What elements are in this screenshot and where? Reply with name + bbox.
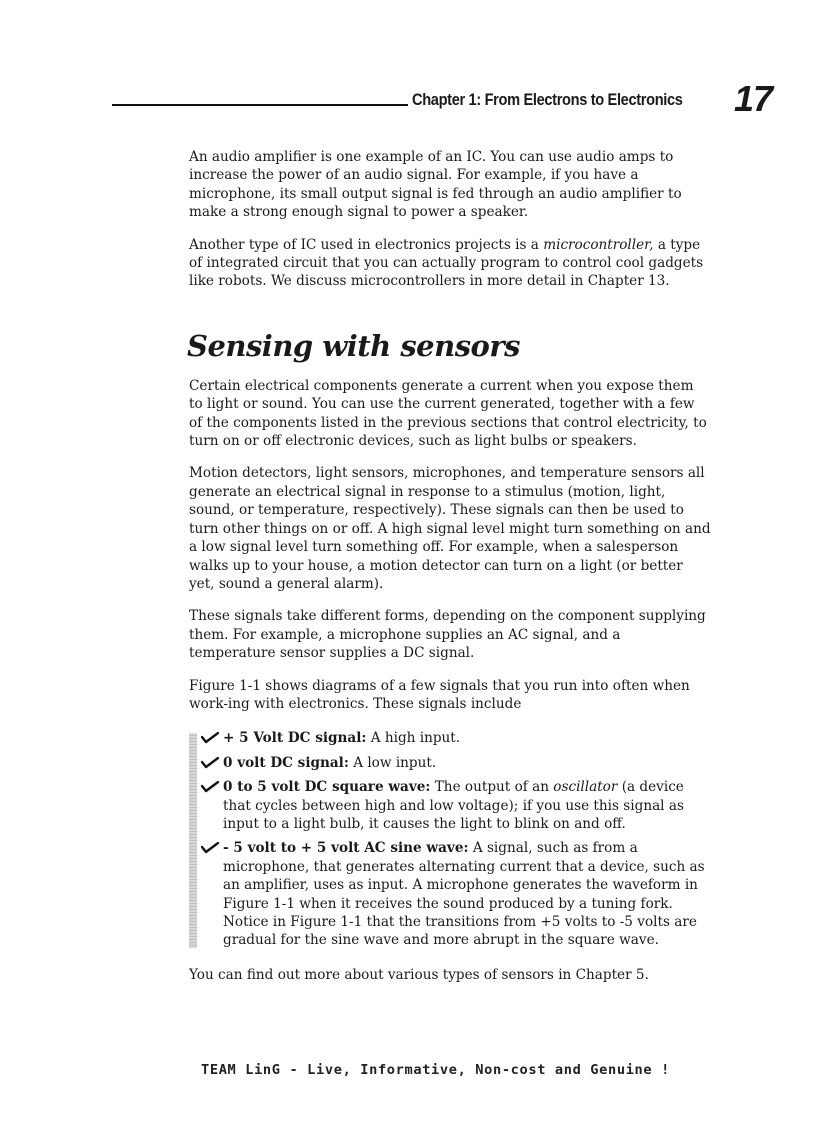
footer-watermark: TEAM LinG - Live, Informative, Non-cost and Genuine ! bbox=[201, 1063, 670, 1078]
body-text bbox=[189, 148, 711, 998]
bullet-text: A high input. bbox=[366, 730, 461, 747]
list-item bbox=[201, 839, 711, 949]
bullet-text: A low input. bbox=[348, 754, 437, 771]
bullet-term: - 5 volt to + 5 volt AC sine wave: bbox=[223, 840, 469, 857]
section-heading: Sensing with sensors bbox=[187, 328, 520, 363]
bullet-text: The output of an bbox=[430, 779, 554, 796]
checkmark-icon bbox=[201, 757, 219, 769]
list-item bbox=[201, 754, 711, 772]
bullet-term: 0 to 5 volt DC square wave: bbox=[223, 779, 431, 796]
emphasis-term: oscillator bbox=[553, 779, 618, 796]
paragraph: Motion detectors, light sensors, microphones, and temperature sensors all generate an electrical signal in response to a stimulus (motion, light, sound, or temperature, respectively). These signals can then be used to turn other things on or off. A high signal level might turn something on and a low signal level turn something off. For example, when a salesperson walks up to your house, a motion detector can turn on a light (or better yet, sound a general alarm). bbox=[189, 465, 711, 592]
paragraph: An audio amplifier is one example of an IC. You can use audio amps to increase the power of an audio signal. For example, if you have a microphone, its small output signal is fed through an audio amplifier to make a strong enough signal to power a speaker. bbox=[189, 149, 682, 221]
text-run: a type of integrated circuit that you can actually program to control cool gadgets like robots. We discuss microcontrollers in more detail in Chapter 13. bbox=[189, 236, 704, 290]
bullet-term: + 5 Volt DC signal: bbox=[223, 730, 367, 747]
bullet-term: 0 volt DC signal: bbox=[223, 754, 349, 771]
chapter-title: Chapter 1: From Electrons to Electronics bbox=[412, 90, 683, 109]
bullet-text: (a device that cycles between high and low voltage); if you use this signal as input to a light bulb, it causes the light to blink on and off. bbox=[223, 779, 684, 832]
header-rule bbox=[112, 104, 408, 106]
emphasis-term: microcontroller, bbox=[543, 236, 654, 253]
bullet-list bbox=[189, 729, 711, 949]
paragraph: Figure 1-1 shows diagrams of a few signals that you run into often when work-ing with electronics. These signals include bbox=[189, 677, 690, 712]
list-item bbox=[201, 778, 711, 833]
running-header bbox=[112, 78, 792, 118]
page-number: 17 bbox=[734, 78, 773, 119]
paragraph: You can find out more about various types of sensors in Chapter 5. bbox=[189, 966, 649, 983]
paragraph bbox=[189, 236, 711, 291]
checkmark-icon bbox=[201, 781, 219, 793]
paragraph: Certain electrical components generate a current when you expose them to light or sound. You can use the current generated, together with a few of the components listed in the previous sections that control electricity, to turn on or off electronic devices, such as light bulbs or speakers. bbox=[189, 377, 707, 450]
sidebar-bar bbox=[189, 733, 197, 947]
text-run: Another type of IC used in electronics projects is a bbox=[189, 236, 544, 253]
bullet-text: A signal, such as from a microphone, that generates alternating current that a device, such as an amplifier, uses as input. A microphone generates the waveform in Figure 1-1 when it receives the sound produced by a tuning fork. Notice in Figure 1-1 that the transitions from +5 volts to -5 volts are gradual for the sine wave and more abrupt in the square wave. bbox=[223, 840, 705, 949]
checkmark-icon bbox=[201, 842, 219, 854]
paragraph: These signals take different forms, depending on the component supplying them. For example, a microphone supplies an AC signal, and a temperature sensor supplies a DC signal. bbox=[189, 608, 706, 662]
checkmark-icon bbox=[201, 732, 219, 744]
list-item bbox=[201, 729, 711, 747]
